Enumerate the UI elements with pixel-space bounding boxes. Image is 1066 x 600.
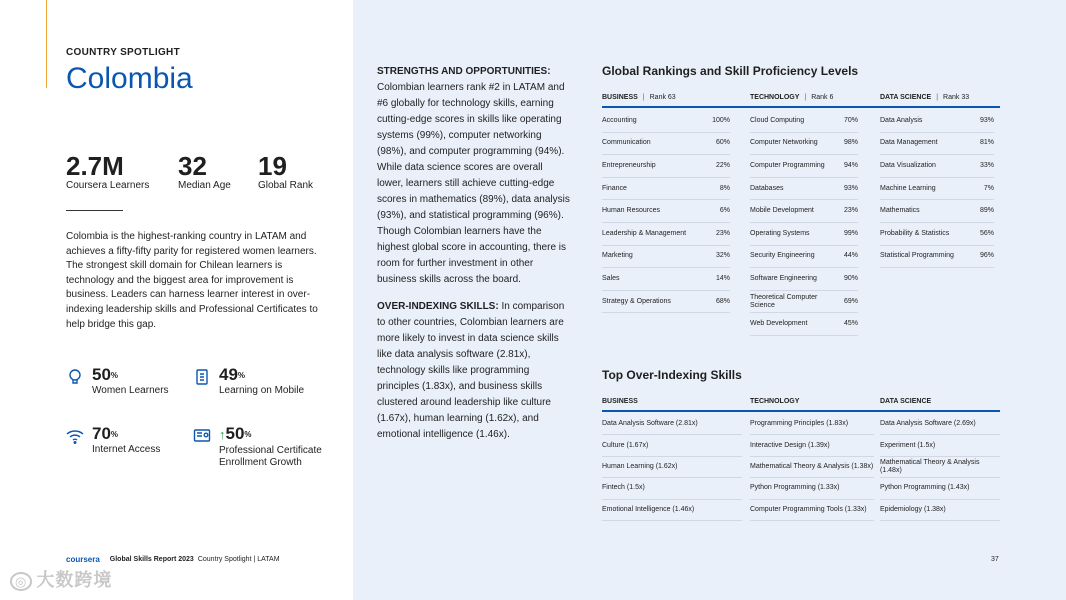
list-item: Data Analysis Software (2.81x)	[602, 414, 742, 435]
stat-label: Global Rank	[258, 180, 314, 191]
report-name: Global Skills Report 2023	[109, 556, 194, 563]
column-header-business: BUSINESS	[602, 398, 638, 405]
metric-mobile	[193, 366, 304, 397]
page-title: Colombia	[66, 62, 193, 95]
rankings-title: Global Rankings and Skill Proficiency Levels	[602, 64, 859, 78]
metric-label: Learning on Mobile	[219, 385, 305, 396]
stat-label: Coursera Learners	[66, 180, 150, 191]
metric-internet-access	[66, 425, 160, 456]
overindexing-heading: OVER-INDEXING SKILLS:	[377, 301, 499, 312]
list-item: Mathematical Theory & Analysis (1.48x)	[880, 457, 1000, 478]
column-header-data-science: DATA SCIENCE	[880, 398, 932, 405]
table-row: Data Analysis 93%	[880, 110, 994, 133]
table-row: Security Engineering 44%	[750, 246, 858, 269]
page-number: 37	[991, 556, 999, 563]
metric-certificate-growth	[193, 425, 334, 469]
metric-value: 50	[225, 424, 245, 443]
list-item: Programming Principles (1.83x)	[750, 414, 874, 435]
narrative-column	[377, 64, 571, 454]
table-row: Human Resources 6%	[602, 200, 730, 223]
wifi-icon	[66, 427, 84, 445]
watermark	[10, 566, 112, 592]
list-item: Python Programming (1.43x)	[880, 478, 1000, 499]
table-row: Data Management 81%	[880, 133, 994, 156]
metric-value: 70	[92, 424, 111, 443]
metric-label: Women Learners	[92, 385, 169, 396]
arrow-up-icon: ↑	[219, 427, 226, 442]
stat-median-age	[178, 152, 231, 191]
lightbulb-icon	[66, 368, 84, 386]
column-header-technology: TECHNOLOGY | Rank 6	[750, 94, 834, 101]
metric-unit: %	[237, 371, 246, 380]
metric-label: Internet Access	[92, 444, 161, 455]
metric-women-learners	[66, 366, 169, 397]
strengths-paragraph	[377, 64, 571, 288]
table-row: Data Visualization 33%	[880, 155, 994, 178]
table-row: Entrepreneurship 22%	[602, 155, 730, 178]
overindexing-paragraph	[377, 299, 571, 443]
mobile-icon	[193, 368, 211, 386]
overindex-title: Top Over-Indexing Skills	[602, 368, 742, 382]
rankings-column-technology	[750, 110, 858, 336]
table-row: Sales 14%	[602, 268, 730, 291]
list-item: Python Programming (1.33x)	[750, 478, 874, 499]
strengths-heading: STRENGTHS AND OPPORTUNITIES:	[377, 66, 551, 77]
metric-unit: %	[110, 371, 119, 380]
table-row: Statistical Programming 96%	[880, 246, 994, 269]
table-row: Accounting 100%	[602, 110, 730, 133]
table-row: Strategy & Operations 68%	[602, 291, 730, 314]
stat-value: 32	[178, 151, 207, 181]
table-row: Mathematics 89%	[880, 200, 994, 223]
table-row: Machine Learning 7%	[880, 178, 994, 201]
table-row: Computer Programming 94%	[750, 155, 858, 178]
rankings-header	[602, 94, 1000, 108]
column-header-business: BUSINESS | Rank 63	[602, 94, 676, 101]
table-row: Communication 60%	[602, 133, 730, 156]
list-item: Human Learning (1.62x)	[602, 457, 742, 478]
list-item: Emotional Intelligence (1.46x)	[602, 500, 742, 521]
table-row: Leadership & Management 23%	[602, 223, 730, 246]
table-row: Probability & Statistics 56%	[880, 223, 994, 246]
divider	[66, 210, 123, 211]
table-row: Marketing 32%	[602, 246, 730, 269]
accent-line	[46, 0, 47, 88]
overindex-column-technology	[750, 414, 874, 521]
brand-logo: coursera	[66, 555, 100, 564]
overindex-column-data-science	[880, 414, 1000, 521]
metric-unit: %	[110, 430, 119, 439]
metric-unit: %	[244, 430, 252, 439]
intro-paragraph: Colombia is the highest-ranking country in LATAM and achieves a fifty-fifty parity for registered women learners. The strongest skill domain for Chilean learners is technology and the biggest area for improvement is business. Leaders can harness learner interest in over-indexing leadership skills and Professional Certificates to help bridge this gap.	[66, 231, 318, 330]
stat-value: 2.7M	[66, 151, 124, 181]
list-item: Computer Programming Tools (1.33x)	[750, 500, 874, 521]
overindex-header	[602, 398, 1000, 412]
stat-learners	[66, 152, 149, 191]
table-row: Mobile Development 23%	[750, 200, 858, 223]
rankings-table	[602, 94, 1000, 328]
column-header-technology: TECHNOLOGY	[750, 398, 800, 405]
table-row: Web Development 45%	[750, 313, 858, 336]
table-row: Operating Systems 99%	[750, 223, 858, 246]
metric-label: Professional Certificate Enrollment Growth	[219, 445, 322, 468]
table-row: Cloud Computing 70%	[750, 110, 858, 133]
table-row: Software Engineering 90%	[750, 268, 858, 291]
stat-label: Median Age	[178, 180, 231, 191]
overindex-column-business	[602, 414, 742, 521]
overindexing-text: In comparison to other countries, Colombian learners are more likely to invest in data science skills like data analysis software (2.81x), technology skills like programming principles (1.83x), and business skills clustered around leadership like culture (1.67x), human learning (1.62x), and emotional intelligence (1.46x).	[377, 301, 565, 440]
list-item: Experiment (1.5x)	[880, 435, 1000, 456]
certificate-icon	[193, 427, 211, 445]
list-item: Culture (1.67x)	[602, 435, 742, 456]
overindex-table	[602, 398, 1000, 513]
left-panel	[0, 0, 353, 600]
section-name: Country Spotlight | LATAM	[197, 556, 280, 563]
metric-value: 50	[92, 365, 111, 384]
strengths-text: Colombian learners rank #2 in LATAM and #6 globally for technology skills, earning cutting-edge scores in skills like operating systems (99%), computer networking (98%), and computer programming (94%). While data science scores are overall lower, learners still achieve cutting-edge scores in mathematics (89%), data analysis (93%), and statistical programming (96%). Though Colombian learners have the highest global score in accounting, there is room for further investment in other business skills across the board.	[377, 82, 570, 285]
list-item: Epidemiology (1.38x)	[880, 500, 1000, 521]
list-item: Fintech (1.5x)	[602, 478, 742, 499]
footer	[66, 555, 280, 564]
eyebrow-label: COUNTRY SPOTLIGHT	[66, 47, 180, 58]
column-header-data-science: DATA SCIENCE | Rank 33	[880, 94, 970, 101]
table-row: Theoretical Computer Science 69%	[750, 291, 858, 314]
table-row: Computer Networking 98%	[750, 133, 858, 156]
rankings-column-data-science	[880, 110, 994, 268]
metric-value: 49	[219, 365, 238, 384]
watermark-logo-icon: ◎	[10, 572, 32, 591]
list-item: Interactive Design (1.39x)	[750, 435, 874, 456]
rankings-column-business	[602, 110, 730, 313]
table-row: Databases 93%	[750, 178, 858, 201]
list-item: Mathematical Theory & Analysis (1.38x)	[750, 457, 874, 478]
stat-global-rank	[258, 152, 313, 191]
table-row: Finance 8%	[602, 178, 730, 201]
stat-value: 19	[258, 151, 287, 181]
watermark-text: 大数跨境	[36, 570, 113, 590]
list-item: Data Analysis Software (2.69x)	[880, 414, 1000, 435]
